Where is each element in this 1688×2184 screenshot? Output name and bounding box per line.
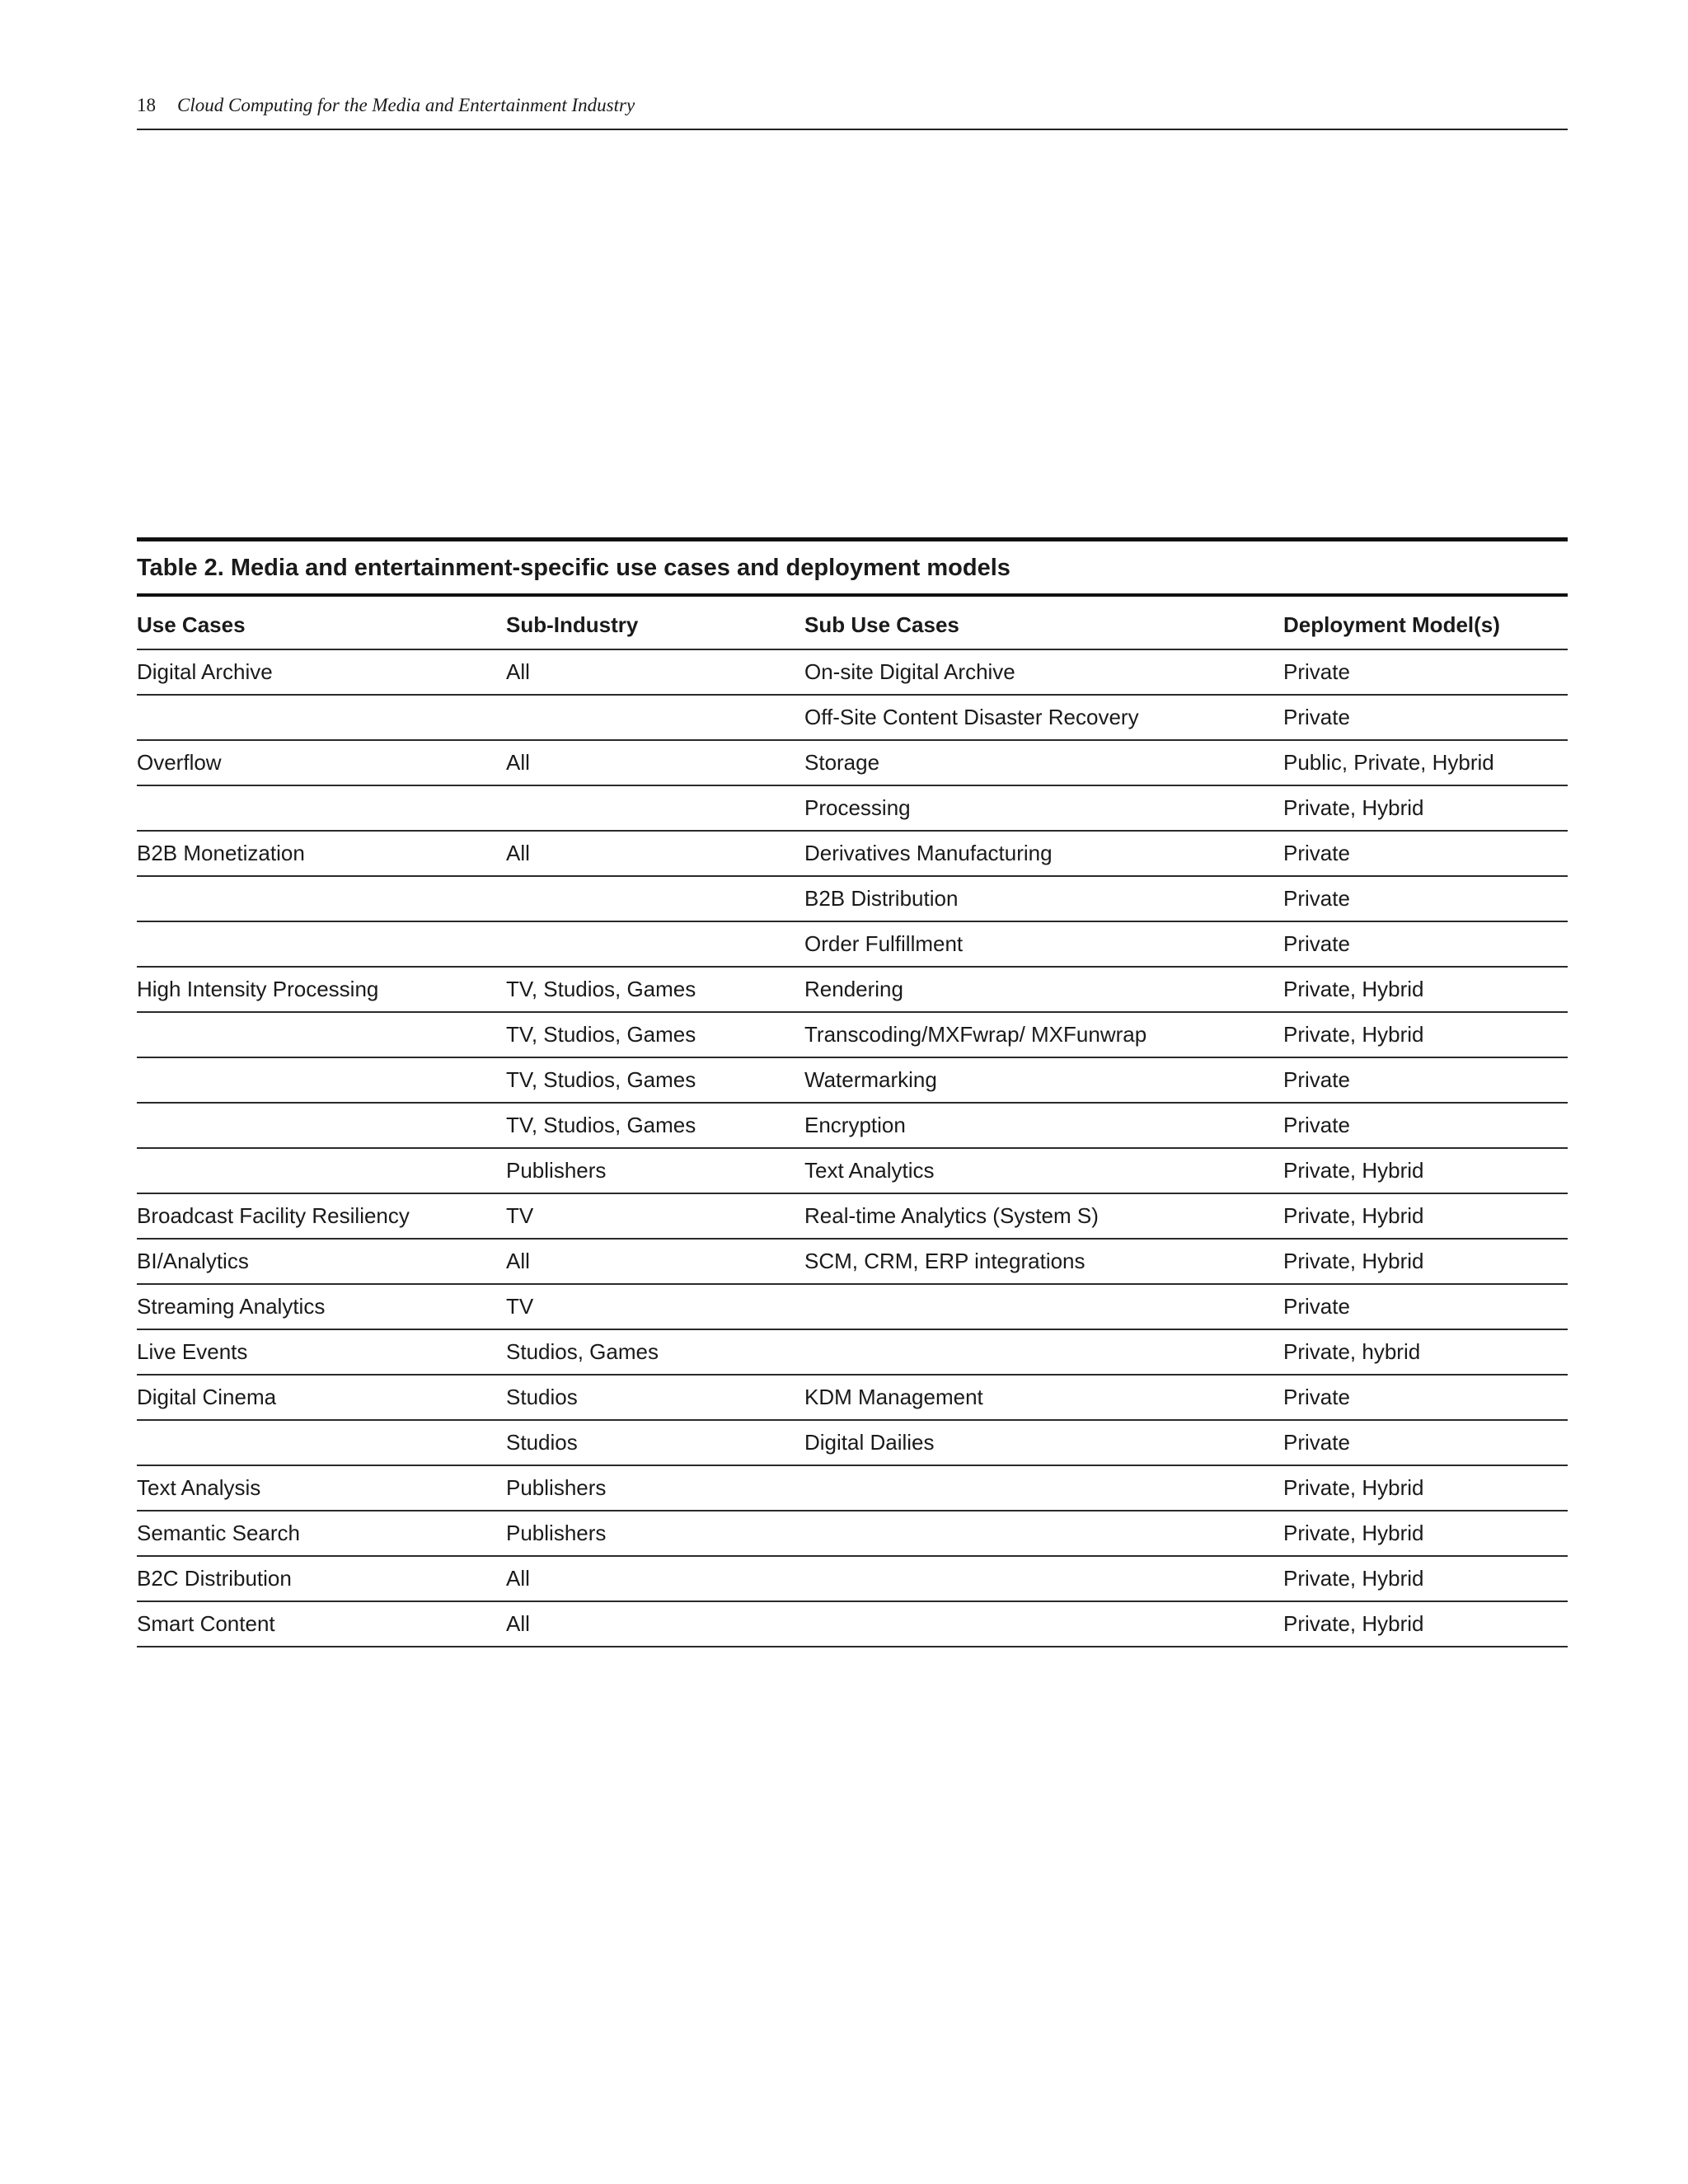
sub-use-case-cell: Order Fulfillment [804, 921, 1283, 967]
sub-use-case-cell: On-site Digital Archive [804, 649, 1283, 695]
use-case-cell: Smart Content [137, 1601, 506, 1647]
sub-use-case-cell [804, 1284, 1283, 1329]
sub-industry-cell: Studios [506, 1375, 804, 1420]
table-row [137, 1284, 1568, 1329]
use-case-cell: Streaming Analytics [137, 1284, 506, 1329]
table-row [137, 1601, 1568, 1647]
sub-industry-cell: All [506, 1239, 804, 1284]
deployment-model-cell: Private [1283, 1284, 1568, 1329]
sub-use-case-cell: Off-Site Content Disaster Recovery [804, 695, 1283, 740]
sub-industry-cell: TV, Studios, Games [506, 1012, 804, 1057]
table-caption: Table 2. Media and entertainment-specific use cases and deployment models [137, 537, 1568, 597]
deployment-model-cell: Private [1283, 1057, 1568, 1103]
sub-industry-cell: Studios, Games [506, 1329, 804, 1375]
sub-industry-cell: TV, Studios, Games [506, 1103, 804, 1148]
use-case-cell [137, 1057, 506, 1103]
sub-industry-cell: TV, Studios, Games [506, 967, 804, 1012]
column-header-use-cases: Use Cases [137, 597, 506, 649]
table-row [137, 1193, 1568, 1239]
table-row [137, 1012, 1568, 1057]
table-row [137, 695, 1568, 740]
table-row [137, 649, 1568, 695]
table-row [137, 740, 1568, 785]
column-header-deployment-models: Deployment Model(s) [1283, 597, 1568, 649]
sub-industry-cell: TV [506, 1284, 804, 1329]
deployment-model-cell: Private, Hybrid [1283, 1239, 1568, 1284]
deployment-model-cell: Private [1283, 1103, 1568, 1148]
deployment-model-cell: Private, Hybrid [1283, 1511, 1568, 1556]
use-case-cell: Text Analysis [137, 1465, 506, 1511]
table-row [137, 1148, 1568, 1193]
table-row [137, 921, 1568, 967]
sub-use-case-cell [804, 1511, 1283, 1556]
use-case-cell [137, 1148, 506, 1193]
sub-use-case-cell [804, 1329, 1283, 1375]
running-header [137, 92, 1568, 130]
sub-use-case-cell: Storage [804, 740, 1283, 785]
use-case-cell: B2B Monetization [137, 831, 506, 876]
deployment-model-cell: Private, Hybrid [1283, 1465, 1568, 1511]
use-case-cell [137, 876, 506, 921]
table-row [137, 1057, 1568, 1103]
sub-use-case-cell: Processing [804, 785, 1283, 831]
use-case-cell: BI/Analytics [137, 1239, 506, 1284]
use-case-cell [137, 695, 506, 740]
sub-use-case-cell [804, 1601, 1283, 1647]
use-case-cell [137, 921, 506, 967]
sub-use-case-cell: Derivatives Manufacturing [804, 831, 1283, 876]
table-row [137, 967, 1568, 1012]
sub-industry-cell: Publishers [506, 1148, 804, 1193]
use-case-cell: Overflow [137, 740, 506, 785]
deployment-model-cell: Private, Hybrid [1283, 967, 1568, 1012]
use-case-cell: Live Events [137, 1329, 506, 1375]
deployment-model-cell: Private, Hybrid [1283, 1193, 1568, 1239]
table-row [137, 1103, 1568, 1148]
table-row [137, 1465, 1568, 1511]
deployment-model-cell: Private, Hybrid [1283, 1556, 1568, 1601]
table-row [137, 1556, 1568, 1601]
deployment-model-cell: Private, Hybrid [1283, 1012, 1568, 1057]
table-row [137, 876, 1568, 921]
use-case-cell [137, 1420, 506, 1465]
use-cases-table [137, 597, 1568, 1647]
sub-use-case-cell: Rendering [804, 967, 1283, 1012]
table-header-row [137, 597, 1568, 649]
deployment-model-cell: Private, Hybrid [1283, 1601, 1568, 1647]
sub-industry-cell [506, 876, 804, 921]
deployment-model-cell: Private [1283, 1375, 1568, 1420]
deployment-model-cell: Public, Private, Hybrid [1283, 740, 1568, 785]
table-row [137, 1329, 1568, 1375]
sub-industry-cell: All [506, 740, 804, 785]
table-row [137, 785, 1568, 831]
table-row [137, 1375, 1568, 1420]
deployment-model-cell: Private [1283, 831, 1568, 876]
sub-use-case-cell [804, 1556, 1283, 1601]
deployment-model-cell: Private [1283, 876, 1568, 921]
deployment-model-cell: Private [1283, 695, 1568, 740]
deployment-model-cell: Private, Hybrid [1283, 1148, 1568, 1193]
use-case-cell: Digital Cinema [137, 1375, 506, 1420]
sub-industry-cell: TV [506, 1193, 804, 1239]
sub-industry-cell: All [506, 649, 804, 695]
table-row [137, 1239, 1568, 1284]
deployment-model-cell: Private [1283, 1420, 1568, 1465]
book-title: Cloud Computing for the Media and Entertainment Industry [177, 95, 635, 115]
sub-industry-cell: All [506, 831, 804, 876]
table-row [137, 1511, 1568, 1556]
sub-industry-cell: Studios [506, 1420, 804, 1465]
sub-use-case-cell: Text Analytics [804, 1148, 1283, 1193]
sub-use-case-cell: Transcoding/MXFwrap/ MXFunwrap [804, 1012, 1283, 1057]
sub-industry-cell: All [506, 1556, 804, 1601]
deployment-model-cell: Private [1283, 649, 1568, 695]
use-cases-table-section [137, 537, 1568, 1647]
deployment-model-cell: Private, Hybrid [1283, 785, 1568, 831]
sub-industry-cell [506, 785, 804, 831]
use-case-cell: B2C Distribution [137, 1556, 506, 1601]
use-case-cell [137, 785, 506, 831]
use-case-cell: Digital Archive [137, 649, 506, 695]
sub-industry-cell [506, 695, 804, 740]
sub-industry-cell: Publishers [506, 1511, 804, 1556]
sub-industry-cell: All [506, 1601, 804, 1647]
page-number: 18 [137, 95, 156, 115]
use-case-cell [137, 1103, 506, 1148]
column-header-sub-industry: Sub-Industry [506, 597, 804, 649]
use-case-cell: High Intensity Processing [137, 967, 506, 1012]
column-header-sub-use-cases: Sub Use Cases [804, 597, 1283, 649]
sub-use-case-cell: Encryption [804, 1103, 1283, 1148]
sub-use-case-cell: KDM Management [804, 1375, 1283, 1420]
table-row [137, 831, 1568, 876]
table-body [137, 649, 1568, 1647]
deployment-model-cell: Private, hybrid [1283, 1329, 1568, 1375]
sub-industry-cell: Publishers [506, 1465, 804, 1511]
use-case-cell: Broadcast Facility Resiliency [137, 1193, 506, 1239]
sub-use-case-cell: Watermarking [804, 1057, 1283, 1103]
sub-use-case-cell: Digital Dailies [804, 1420, 1283, 1465]
deployment-model-cell: Private [1283, 921, 1568, 967]
sub-industry-cell: TV, Studios, Games [506, 1057, 804, 1103]
sub-industry-cell [506, 921, 804, 967]
sub-use-case-cell: Real-time Analytics (System S) [804, 1193, 1283, 1239]
use-case-cell: Semantic Search [137, 1511, 506, 1556]
use-case-cell [137, 1012, 506, 1057]
sub-use-case-cell [804, 1465, 1283, 1511]
sub-use-case-cell: SCM, CRM, ERP integrations [804, 1239, 1283, 1284]
sub-use-case-cell: B2B Distribution [804, 876, 1283, 921]
table-row [137, 1420, 1568, 1465]
